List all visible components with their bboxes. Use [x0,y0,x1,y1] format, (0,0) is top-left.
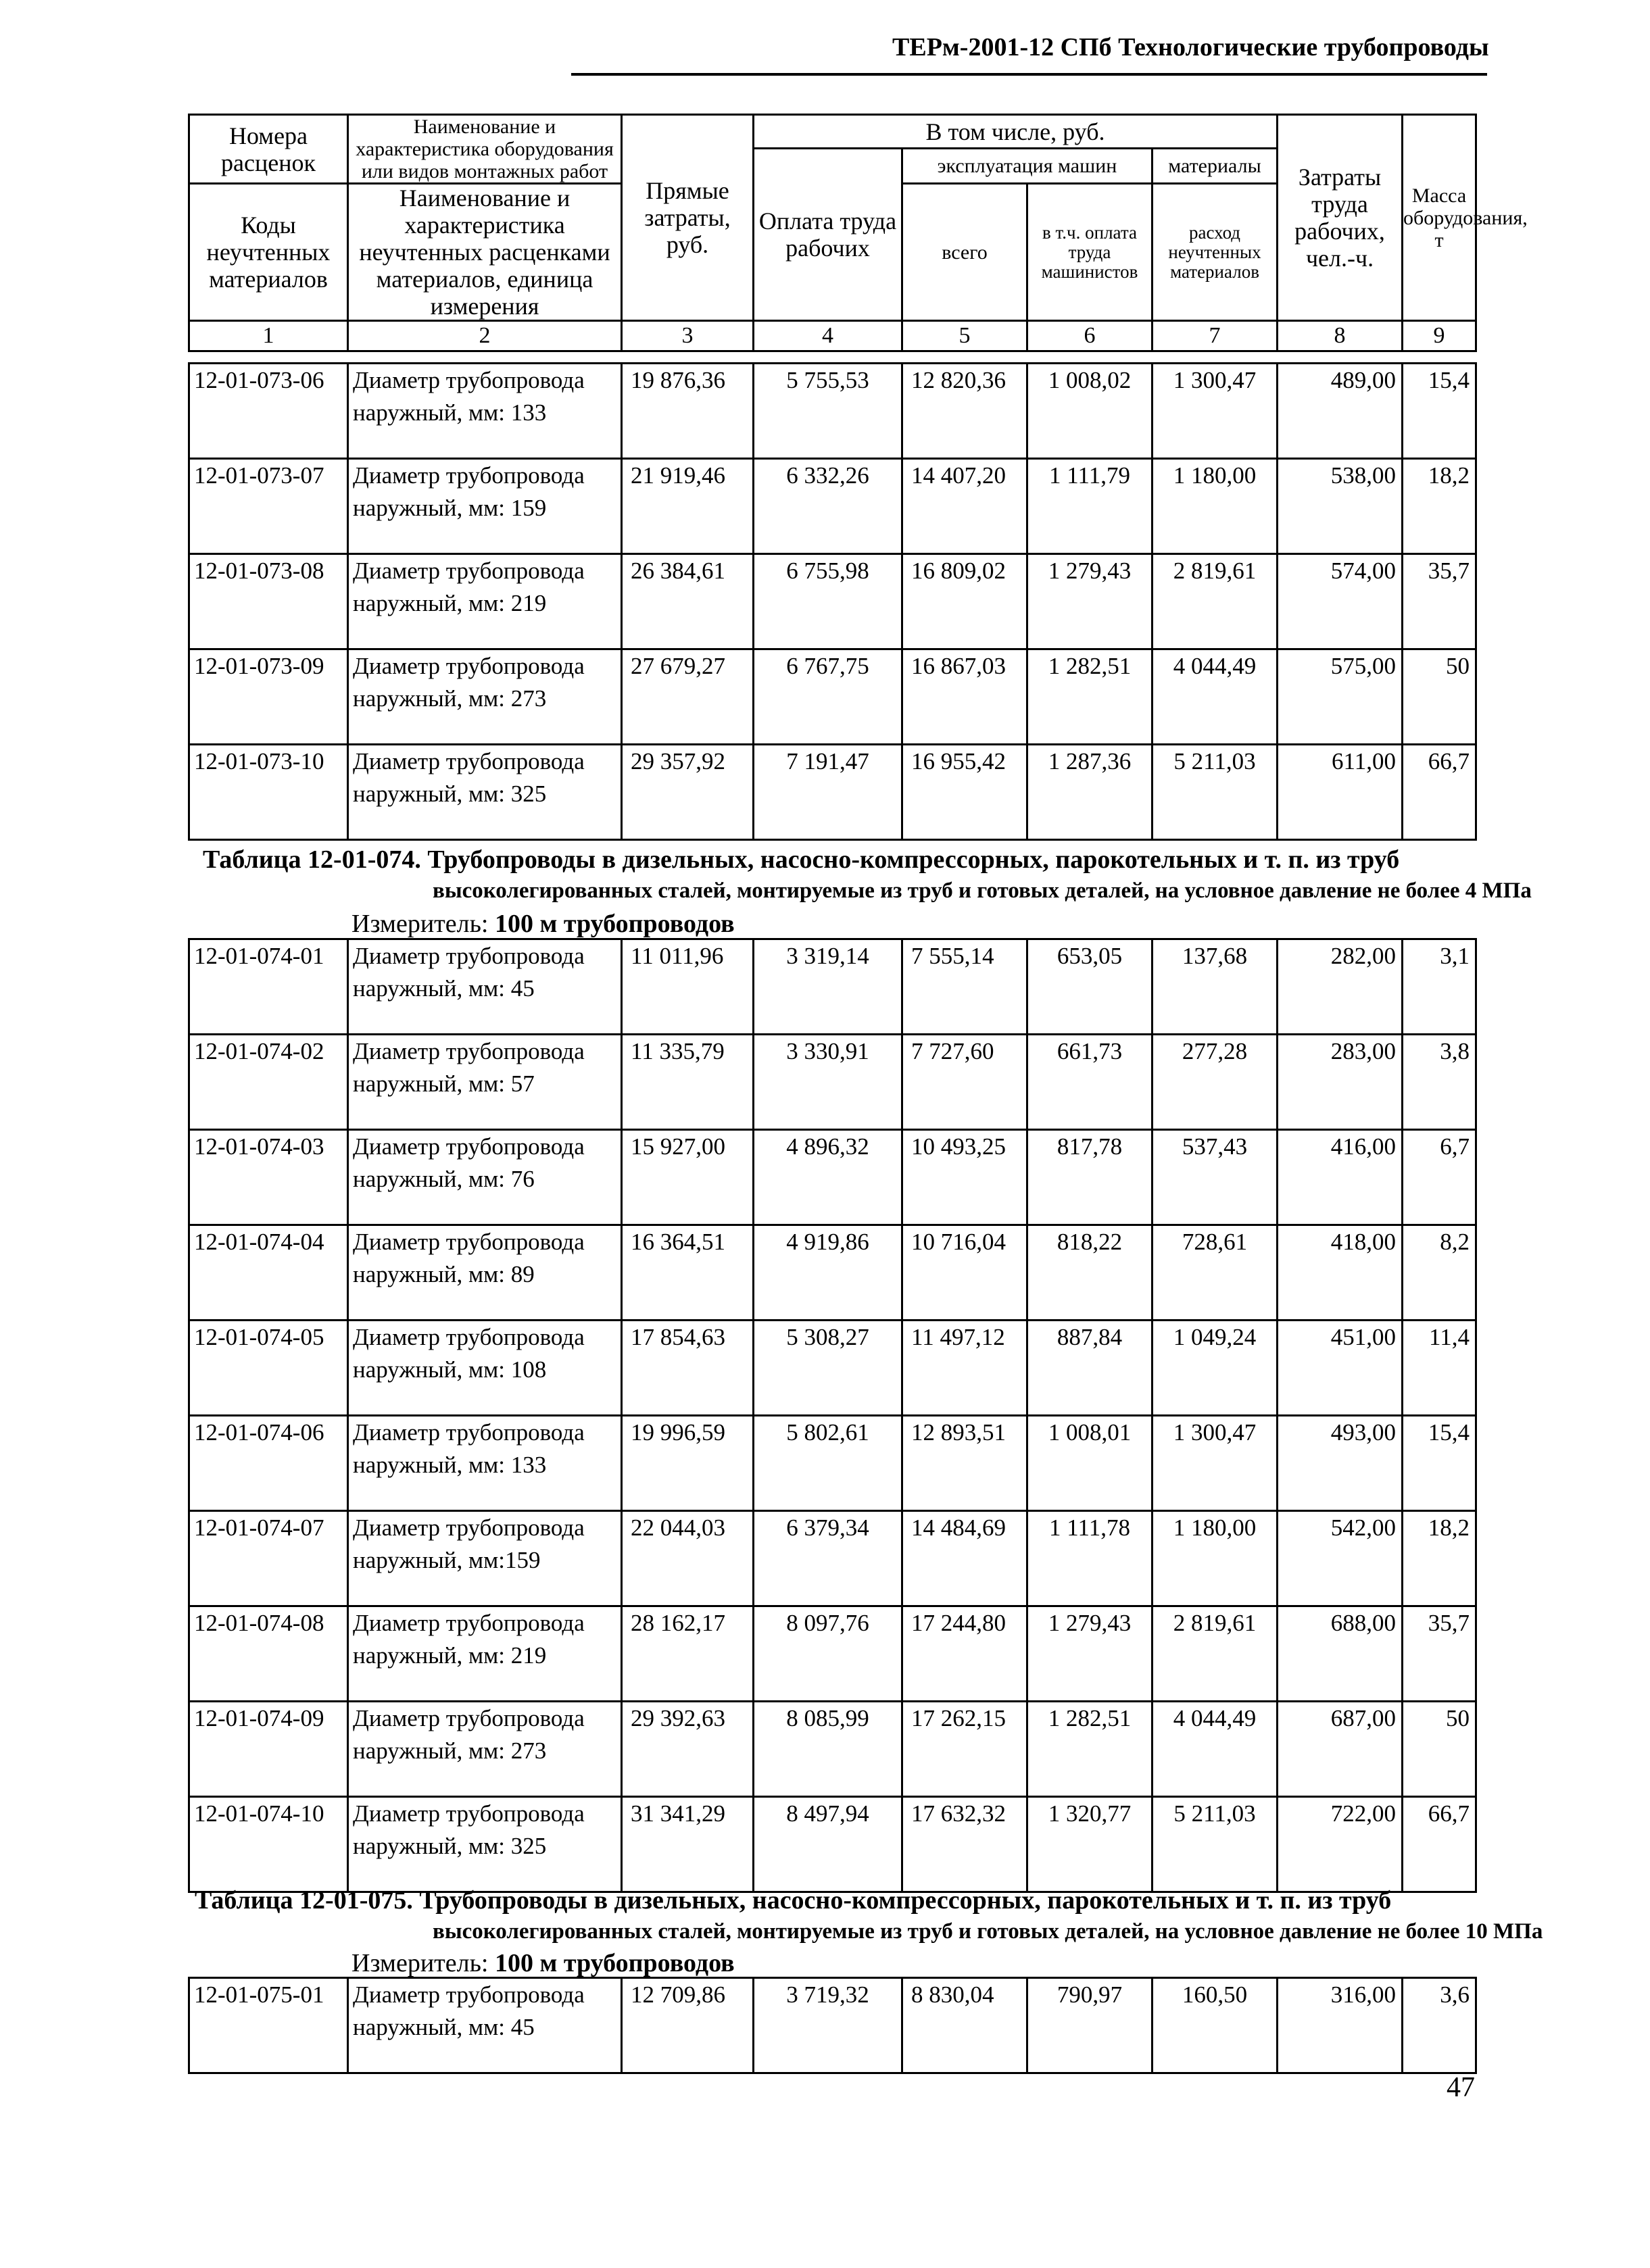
labor-hours: 611,00 [1278,745,1403,840]
labor-hours: 538,00 [1278,459,1403,554]
table-row [189,1225,1476,1321]
labor-hours: 451,00 [1278,1321,1403,1416]
rates-table-073 [188,362,1477,841]
item-name-line-2: наружный, мм: 45 [353,2014,535,2040]
item-description [348,1225,622,1321]
table-075-meter: Измеритель: 100 м трубопроводов [351,1949,735,1977]
item-name-line-1: Диаметр трубопровода [353,1229,585,1255]
machine-cost: 11 497,12 [902,1321,1027,1416]
labor-cost: 6 767,75 [754,649,902,745]
table-row [189,459,1476,554]
item-description [348,554,622,649]
labor-cost: 3 319,14 [754,939,902,1035]
machine-operator-cost: 1 320,77 [1027,1797,1152,1892]
table-row [189,554,1476,649]
table-row [189,649,1476,745]
col7-header: расход неучтенных материалов [1152,184,1278,321]
labor-cost: 8 097,76 [754,1606,902,1702]
machine-operator-cost: 818,22 [1027,1225,1152,1321]
materials-cost: 4 044,49 [1152,1702,1278,1797]
labor-cost: 5 308,27 [754,1321,902,1416]
running-title: ТЕРм-2001-12 СПб Технологические трубопроводы [892,33,1489,61]
materials-header: материалы [1152,149,1278,184]
item-name-line-2: наружный, мм: 45 [353,975,535,1002]
labor-cost: 6 379,34 [754,1511,902,1606]
rate-code: 12-01-074-08 [189,1606,348,1702]
table-074-title: Таблица 12-01-074. Трубопроводы в дизельных, насосно-компрессорных, парокотельных и т. п. из труб [203,845,1400,874]
rate-code: 12-01-074-02 [189,1035,348,1130]
direct-cost: 15 927,00 [622,1130,754,1225]
machine-cost: 17 262,15 [902,1702,1027,1797]
direct-cost: 11 011,96 [622,939,754,1035]
item-name-line-1: Диаметр трубопровода [353,1981,585,2008]
table-row [189,939,1476,1035]
machine-cost: 16 955,42 [902,745,1027,840]
item-description [348,1511,622,1606]
machine-cost: 16 867,03 [902,649,1027,745]
machine-operator-cost: 1 279,43 [1027,1606,1152,1702]
equipment-mass: 66,7 [1403,745,1476,840]
materials-cost: 1 300,47 [1152,1416,1278,1511]
equipment-mass: 6,7 [1403,1130,1476,1225]
item-name-line-1: Диаметр трубопровода [353,462,585,489]
col-number: 4 [754,321,902,351]
table-row [189,1130,1476,1225]
col6-header: в т.ч. оплата труда машинистов [1027,184,1152,321]
item-name-line-1: Диаметр трубопровода [353,1610,585,1636]
machine-operator-cost: 1 279,43 [1027,554,1152,649]
equipment-mass: 35,7 [1403,1606,1476,1702]
table-074-subtitle: высоколегированных сталей, монтируемые из труб и готовых деталей, на условное давление не более 4 МПа [433,879,1532,903]
item-description [348,1416,622,1511]
materials-cost: 4 044,49 [1152,649,1278,745]
rate-code: 12-01-074-01 [189,939,348,1035]
item-name-line-2: наружный, мм: 76 [353,1166,535,1192]
machines-header: эксплуатация машин [902,149,1152,184]
item-description [348,364,622,459]
rates-table-075 [188,1977,1477,2074]
rate-code: 12-01-073-10 [189,745,348,840]
rate-code: 12-01-073-08 [189,554,348,649]
item-name-line-1: Диаметр трубопровода [353,943,585,969]
direct-cost: 19 876,36 [622,364,754,459]
table-row [189,1797,1476,1892]
materials-cost: 5 211,03 [1152,1797,1278,1892]
machine-operator-cost: 1 282,51 [1027,649,1152,745]
item-name-line-1: Диаметр трубопровода [353,367,585,393]
labor-hours: 542,00 [1278,1511,1403,1606]
col1-bottom-header: Коды неучтенных материалов [189,184,348,321]
item-name-line-2: наружный, мм: 89 [353,1261,535,1287]
labor-cost: 4 919,86 [754,1225,902,1321]
item-name-line-1: Диаметр трубопровода [353,1038,585,1064]
col9-header: Масса оборудования, т [1403,115,1476,321]
item-name-line-1: Диаметр трубопровода [353,1324,585,1350]
item-name-line-2: наружный, мм: 133 [353,399,547,426]
direct-cost: 29 392,63 [622,1702,754,1797]
equipment-mass: 18,2 [1403,459,1476,554]
rate-code: 12-01-074-06 [189,1416,348,1511]
item-description [348,939,622,1035]
materials-cost: 1 049,24 [1152,1321,1278,1416]
item-description [348,1321,622,1416]
rate-code: 12-01-075-01 [189,1978,348,2073]
labor-hours: 493,00 [1278,1416,1403,1511]
equipment-mass: 15,4 [1403,364,1476,459]
rate-code: 12-01-074-07 [189,1511,348,1606]
col8-header: Затраты труда рабочих, чел.-ч. [1278,115,1403,321]
item-name-line-2: наружный, мм: 108 [353,1356,547,1383]
item-description [348,649,622,745]
labor-hours: 688,00 [1278,1606,1403,1702]
materials-cost: 728,61 [1152,1225,1278,1321]
machine-cost: 14 407,20 [902,459,1027,554]
equipment-mass: 8,2 [1403,1225,1476,1321]
item-name-line-1: Диаметр трубопровода [353,1800,585,1827]
item-description [348,1035,622,1130]
item-name-line-1: Диаметр трубопровода [353,1514,585,1541]
item-name-line-2: наружный, мм: 325 [353,1833,547,1859]
direct-cost: 17 854,63 [622,1321,754,1416]
header-rule [571,73,1487,76]
table-row [189,1606,1476,1702]
labor-hours: 282,00 [1278,939,1403,1035]
labor-cost: 7 191,47 [754,745,902,840]
materials-cost: 277,28 [1152,1035,1278,1130]
equipment-mass: 50 [1403,649,1476,745]
direct-cost: 26 384,61 [622,554,754,649]
labor-hours: 687,00 [1278,1702,1403,1797]
materials-cost: 160,50 [1152,1978,1278,2073]
machine-cost: 14 484,69 [902,1511,1027,1606]
col1-top-header: Номера расценок [189,115,348,184]
equipment-mass: 15,4 [1403,1416,1476,1511]
labor-cost: 8 085,99 [754,1702,902,1797]
machine-cost: 12 820,36 [902,364,1027,459]
machine-operator-cost: 1 008,01 [1027,1416,1152,1511]
table-074-meter: Измеритель: 100 м трубопроводов [351,910,735,938]
direct-cost: 31 341,29 [622,1797,754,1892]
machine-operator-cost: 1 282,51 [1027,1702,1152,1797]
rate-code: 12-01-074-10 [189,1797,348,1892]
materials-cost: 537,43 [1152,1130,1278,1225]
labor-hours: 283,00 [1278,1035,1403,1130]
rate-code: 12-01-074-09 [189,1702,348,1797]
item-name-line-2: наружный, мм: 219 [353,590,547,616]
item-name-line-2: наружный, мм: 133 [353,1452,547,1478]
col-number: 3 [622,321,754,351]
item-name-line-2: наружный, мм: 219 [353,1642,547,1669]
col5-header: всего [902,184,1027,321]
item-name-line-1: Диаметр трубопровода [353,653,585,679]
table-075-subtitle: высоколегированных сталей, монтируемые из труб и готовых деталей, на условное давление не более 10 МПа [433,1919,1543,1944]
rate-code: 12-01-074-05 [189,1321,348,1416]
machine-cost: 16 809,02 [902,554,1027,649]
col3-header: Прямые затраты, руб. [622,115,754,321]
table-row [189,1702,1476,1797]
labor-hours: 574,00 [1278,554,1403,649]
direct-cost: 21 919,46 [622,459,754,554]
table-header [188,114,1528,352]
machine-operator-cost: 1 111,79 [1027,459,1152,554]
materials-cost: 1 300,47 [1152,364,1278,459]
labor-cost: 3 330,91 [754,1035,902,1130]
labor-cost: 6 332,26 [754,459,902,554]
rate-code: 12-01-073-07 [189,459,348,554]
machine-cost: 10 716,04 [902,1225,1027,1321]
labor-cost: 6 755,98 [754,554,902,649]
col-number: 8 [1278,321,1403,351]
materials-cost: 2 819,61 [1152,554,1278,649]
labor-hours: 575,00 [1278,649,1403,745]
materials-cost: 2 819,61 [1152,1606,1278,1702]
machine-cost: 10 493,25 [902,1130,1027,1225]
equipment-mass: 3,8 [1403,1035,1476,1130]
col4-header: Оплата труда рабочих [754,149,902,321]
machine-operator-cost: 1 008,02 [1027,364,1152,459]
direct-cost: 29 357,92 [622,745,754,840]
item-description [348,1130,622,1225]
item-description [348,1797,622,1892]
col-number: 1 [189,321,348,351]
item-name-line-2: наружный, мм: 325 [353,781,547,807]
rate-code: 12-01-074-03 [189,1130,348,1225]
item-description [348,459,622,554]
labor-cost: 5 755,53 [754,364,902,459]
item-name-line-1: Диаметр трубопровода [353,558,585,584]
machine-cost: 17 244,80 [902,1606,1027,1702]
table-row [189,1416,1476,1511]
machine-operator-cost: 653,05 [1027,939,1152,1035]
table-075-title: Таблица 12-01-075. Трубопроводы в дизельных, насосно-компрессорных, парокотельных и т. п. из труб [195,1886,1392,1915]
equipment-mass: 18,2 [1403,1511,1476,1606]
labor-cost: 8 497,94 [754,1797,902,1892]
col2-top-header: Наименование и характеристика оборудования или видов монтажных работ [348,115,622,184]
materials-cost: 1 180,00 [1152,459,1278,554]
machine-operator-cost: 661,73 [1027,1035,1152,1130]
col-number: 2 [348,321,622,351]
item-name-line-2: наружный, мм: 273 [353,685,547,712]
item-description [348,1702,622,1797]
machine-operator-cost: 817,78 [1027,1130,1152,1225]
machine-operator-cost: 887,84 [1027,1321,1152,1416]
labor-cost: 3 719,32 [754,1978,902,2073]
col-number: 5 [902,321,1027,351]
item-description [348,1606,622,1702]
machine-cost: 17 632,32 [902,1797,1027,1892]
rate-code: 12-01-073-06 [189,364,348,459]
col-number: 6 [1027,321,1152,351]
group-header: В том числе, руб. [754,115,1278,149]
rate-code: 12-01-073-09 [189,649,348,745]
labor-hours: 722,00 [1278,1797,1403,1892]
item-description [348,745,622,840]
materials-cost: 5 211,03 [1152,745,1278,840]
col2-bottom-header: Наименование и характеристика неучтенных расценками материалов, единица измерения [348,184,622,321]
table-row [189,745,1476,840]
table-row [189,1321,1476,1416]
labor-hours: 489,00 [1278,364,1403,459]
direct-cost: 12 709,86 [622,1978,754,2073]
equipment-mass: 3,6 [1403,1978,1476,2073]
item-name-line-1: Диаметр трубопровода [353,748,585,774]
equipment-mass: 66,7 [1403,1797,1476,1892]
labor-cost: 5 802,61 [754,1416,902,1511]
table-row [189,364,1476,459]
item-description [348,1978,622,2073]
equipment-mass: 35,7 [1403,554,1476,649]
machine-cost: 12 893,51 [902,1416,1027,1511]
item-name-line-2: наружный, мм: 159 [353,495,547,521]
direct-cost: 19 996,59 [622,1416,754,1511]
item-name-line-2: наружный, мм:159 [353,1547,541,1573]
machine-operator-cost: 790,97 [1027,1978,1152,2073]
rates-table-074 [188,938,1477,1893]
item-name-line-1: Диаметр трубопровода [353,1705,585,1731]
equipment-mass: 3,1 [1403,939,1476,1035]
machine-cost: 7 727,60 [902,1035,1027,1130]
table-row [189,1035,1476,1130]
equipment-mass: 50 [1403,1702,1476,1797]
labor-hours: 418,00 [1278,1225,1403,1321]
item-name-line-1: Диаметр трубопровода [353,1419,585,1446]
machine-operator-cost: 1 111,78 [1027,1511,1152,1606]
direct-cost: 11 335,79 [622,1035,754,1130]
table-row [189,1978,1476,2073]
col-number: 7 [1152,321,1278,351]
materials-cost: 1 180,00 [1152,1511,1278,1606]
direct-cost: 22 044,03 [622,1511,754,1606]
machine-cost: 8 830,04 [902,1978,1027,2073]
direct-cost: 27 679,27 [622,649,754,745]
page-number: 47 [1447,2072,1475,2103]
direct-cost: 16 364,51 [622,1225,754,1321]
machine-operator-cost: 1 287,36 [1027,745,1152,840]
item-name-line-1: Диаметр трубопровода [353,1133,585,1160]
item-name-line-2: наружный, мм: 57 [353,1070,535,1097]
col-number: 9 [1403,321,1476,351]
labor-hours: 316,00 [1278,1978,1403,2073]
machine-cost: 7 555,14 [902,939,1027,1035]
materials-cost: 137,68 [1152,939,1278,1035]
direct-cost: 28 162,17 [622,1606,754,1702]
table-row [189,1511,1476,1606]
labor-cost: 4 896,32 [754,1130,902,1225]
item-name-line-2: наружный, мм: 273 [353,1737,547,1764]
equipment-mass: 11,4 [1403,1321,1476,1416]
rate-code: 12-01-074-04 [189,1225,348,1321]
labor-hours: 416,00 [1278,1130,1403,1225]
